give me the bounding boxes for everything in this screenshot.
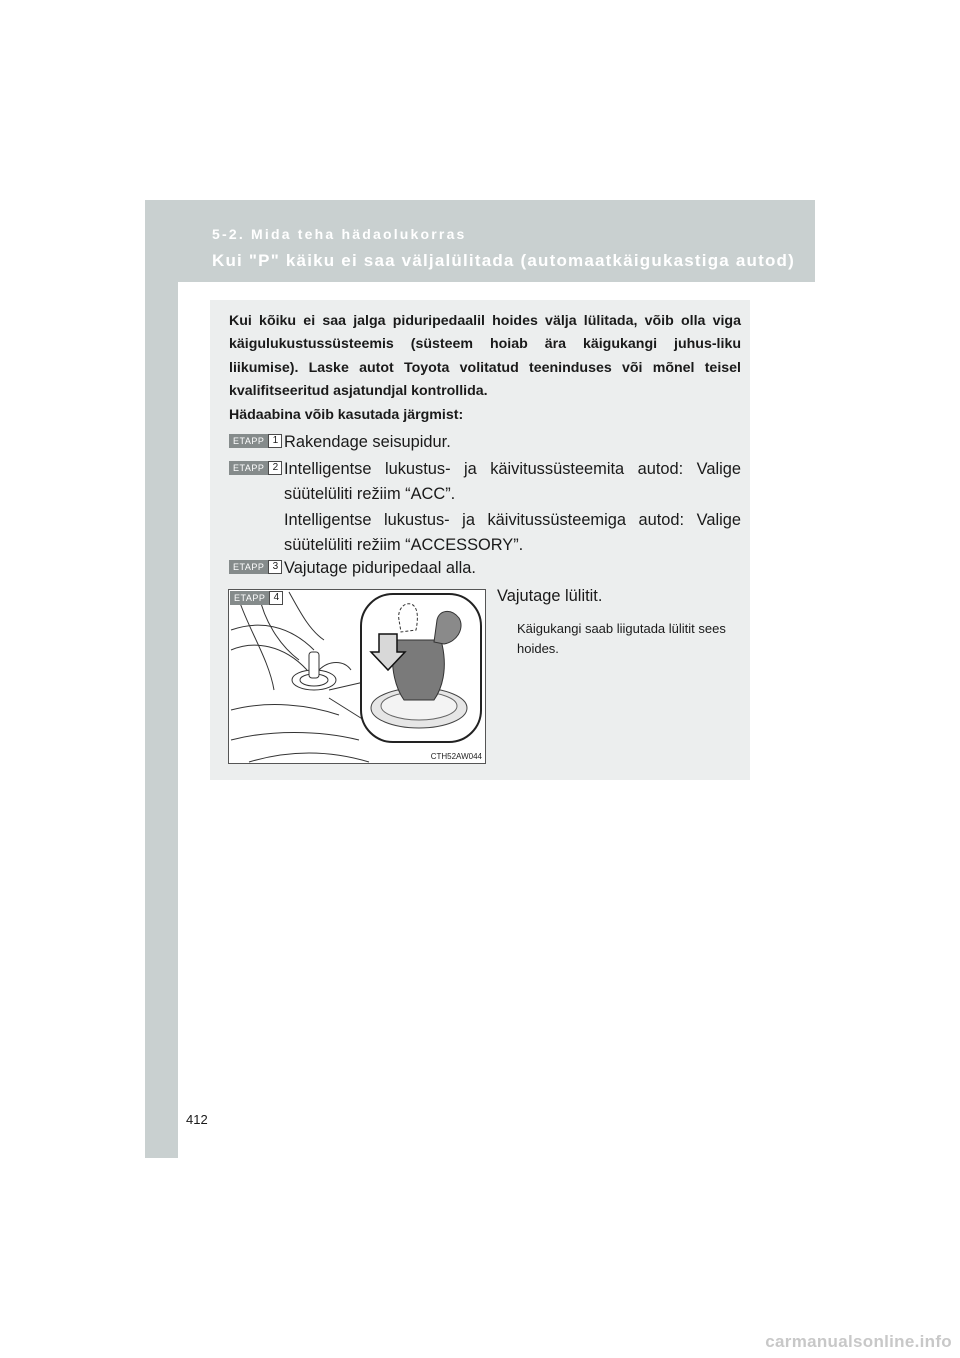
step-2-text: Intelligentse lukustus- ja käivitussüsteemita autod: Valige süütelüliti režiim “ACC”. xyxy=(284,460,741,503)
watermark: carmanualsonline.info xyxy=(765,1332,952,1351)
page-title: Kui "P" käiku ei saa väljalülitada (automaatkäigukastiga autod) xyxy=(212,251,795,270)
side-band xyxy=(145,200,178,1158)
step-badge-1 xyxy=(229,434,282,448)
figure-code: CTH52AW044 xyxy=(430,752,482,761)
section-label: 5-2. Mida teha hädaolukorras xyxy=(212,226,467,242)
step-badge-2 xyxy=(229,461,282,475)
step-badge-number: 1 xyxy=(268,434,282,448)
step-badge-word: ETAPP xyxy=(229,461,268,475)
gear-shift-lever-illustration xyxy=(229,590,485,763)
step-badge-word: ETAPP xyxy=(230,591,269,605)
intro-text xyxy=(229,310,741,427)
step-badge-number: 4 xyxy=(269,591,283,605)
step-badge-word: ETAPP xyxy=(229,560,268,574)
step-badge-word: ETAPP xyxy=(229,434,268,448)
page-number: 412 xyxy=(186,1112,208,1127)
emergency-line: Hädaabina võib kasutada järgmist: xyxy=(229,406,464,423)
step-2-text-alt: Intelligentse lukustus- ja käivitussüsteemiga autod: Valige süütelüliti režiim “ACCESSORY”. xyxy=(284,511,741,554)
step-4-text: Vajutage lülitit. xyxy=(497,587,603,605)
step-1-text: Rakendage seisupidur. xyxy=(284,433,451,451)
step-4-caption: Käigukangi saab liigutada lülitit sees hoides. xyxy=(517,621,726,656)
gear-shift-figure xyxy=(228,589,486,764)
step-badge-3 xyxy=(229,560,282,574)
step-badge-number: 2 xyxy=(268,461,282,475)
intro-paragraph: Kui kõiku ei saa jalga piduripedaalil hoides välja lülitada, võib olla viga käigulukustussüsteemis (süsteem hoiab ära käigukangi juhus-liku liikumise). Laske autot Toyota volitatud teeninduses või mõnel teisel kvalifitseeritud asjatundjal kontrollida. xyxy=(229,313,741,400)
step-3-text: Vajutage piduripedaal alla. xyxy=(284,559,476,577)
step-badge-4 xyxy=(230,591,283,605)
step-badge-number: 3 xyxy=(268,560,282,574)
